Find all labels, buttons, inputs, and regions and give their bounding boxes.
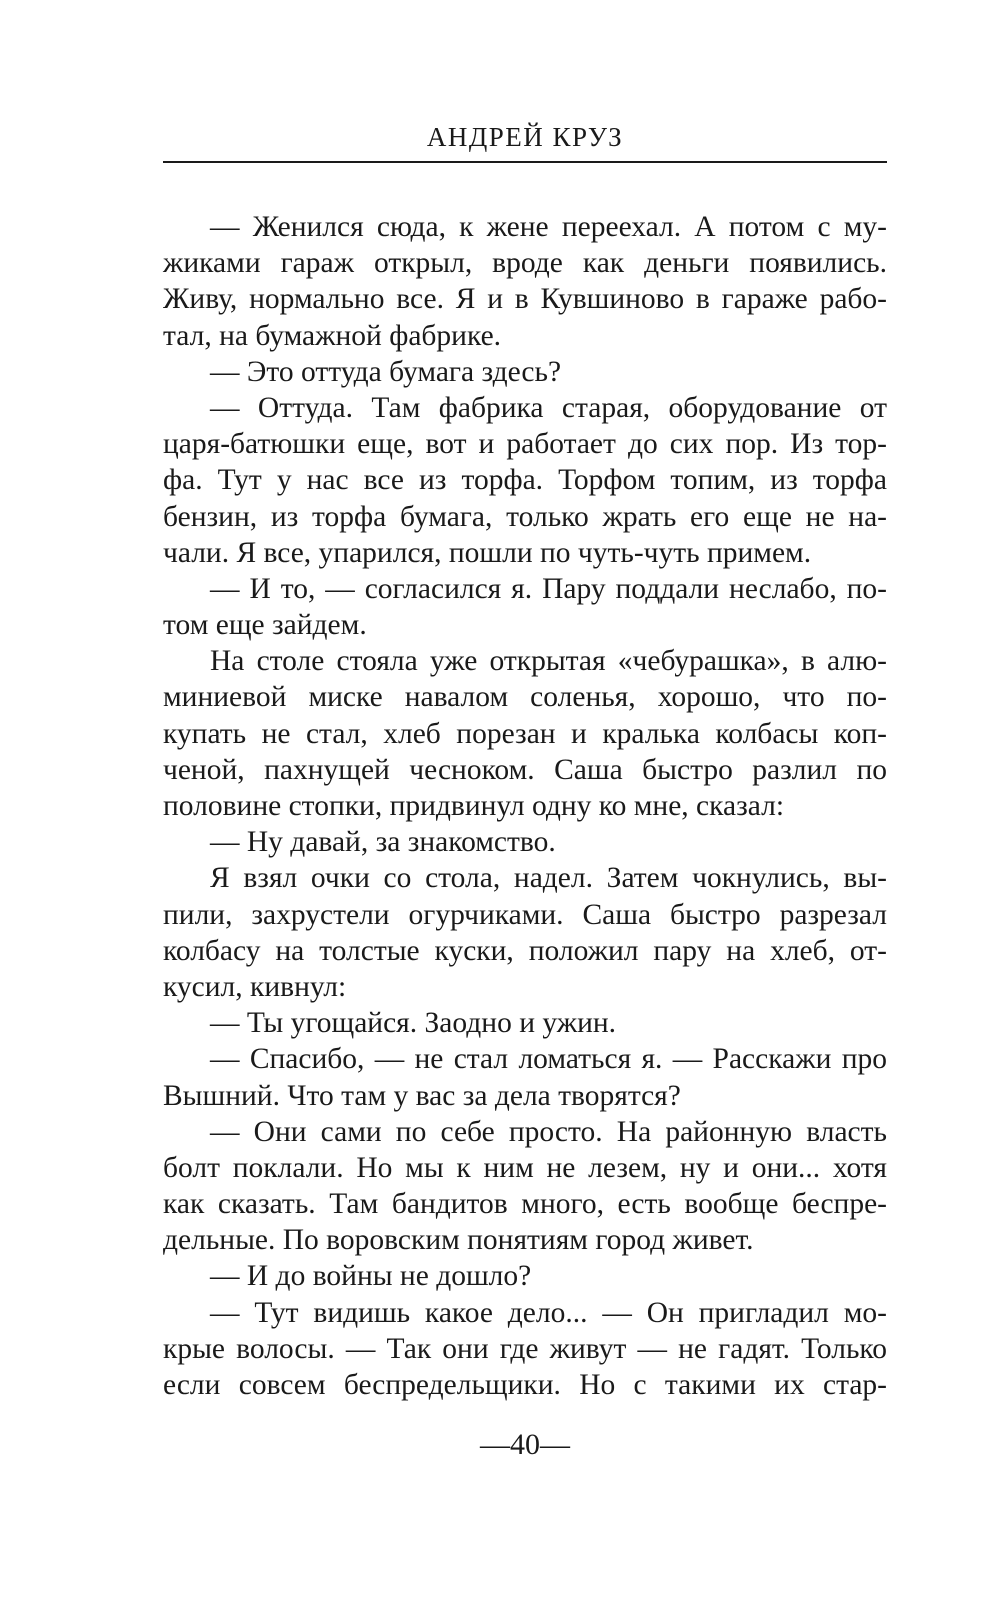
text-line: крые волосы. — Так они где живут — не гадят. Только: [163, 1332, 887, 1365]
text-line: как сказать. Там бандитов много, есть вообще беспре-: [163, 1188, 887, 1221]
text-line: Вышний. Что там у вас за дела творятся?: [163, 1079, 681, 1112]
text-line: миниевой миске навалом соленья, хорошо, что по-: [163, 681, 887, 714]
text-line: колбасу на толстые куски, положил пару на хлеб, от-: [163, 934, 887, 967]
text-line: — Женился сюда, к жене переехал. А потом с му-: [210, 211, 887, 243]
text-line: — И то, — согласился я. Пару поддали неслабо, по-: [210, 572, 887, 605]
text-line: Живу, нормально все. Я и в Кувшиново в гараже рабо-: [163, 283, 887, 316]
text-line: бензин, из торфа бумага, только жрать его еще не на-: [163, 500, 887, 533]
text-line: — Они сами по себе просто. На районную власть: [210, 1115, 887, 1148]
body-text: [163, 209, 887, 1403]
header-rule: [163, 161, 887, 163]
text-line: дельные. По воровским понятиям город живет.: [163, 1224, 754, 1257]
text-line: Я взял очки со стола, надел. Затем чокнулись, вы-: [210, 862, 887, 895]
text-line: купать не стал, хлеб порезан и кралька колбасы коп-: [163, 717, 887, 750]
text-line: фа. Тут у нас все из торфа. Торфом топим, из торфа: [163, 464, 887, 497]
text-line: — Оттуда. Там фабрика старая, оборудование от: [210, 391, 887, 424]
text-line: — И до войны не дошло?: [210, 1260, 532, 1293]
text-line: ченой, пахнущей чесноком. Саша быстро разлил по: [163, 753, 887, 786]
text-line: — Это оттуда бумага здесь?: [210, 355, 562, 388]
text-line: жиками гараж открыл, вроде как деньги появились.: [163, 247, 887, 280]
text-line: — Спасибо, — не стал ломаться я. — Расскажи про: [210, 1043, 887, 1076]
text-line: болт поклали. Но мы к ним не лезем, ну и они... хотя: [163, 1151, 887, 1184]
text-line: — Ты угощайся. Заодно и ужин.: [210, 1007, 617, 1040]
text-line: тал, на бумажной фабрике.: [163, 319, 502, 352]
text-line: — Ну давай, за знакомство.: [210, 826, 556, 859]
text-line: том еще зайдем.: [163, 609, 367, 642]
text-line: половине стопки, придвинул одну ко мне, сказал:: [163, 790, 785, 822]
text-line: кусил, кивнул:: [163, 970, 347, 1003]
running-head: АНДРЕЙ КРУЗ: [426, 122, 624, 152]
text-line: — Тут видишь какое дело... — Он пригладил мо-: [210, 1296, 887, 1329]
text-line: чали. Я все, упарился, пошли по чуть-чуть примем.: [163, 536, 812, 569]
page-number: —40—: [480, 1428, 570, 1461]
text-line: На столе стояла уже открытая «чебурашка», в алю-: [210, 645, 887, 678]
text-line: царя-батюшки еще, вот и работает до сих пор. Из тор-: [163, 428, 887, 461]
text-line: если совсем беспредельщики. Но с такими их стар-: [163, 1369, 887, 1401]
text-line: пили, захрустели огурчиками. Саша быстро разрезал: [163, 898, 887, 931]
